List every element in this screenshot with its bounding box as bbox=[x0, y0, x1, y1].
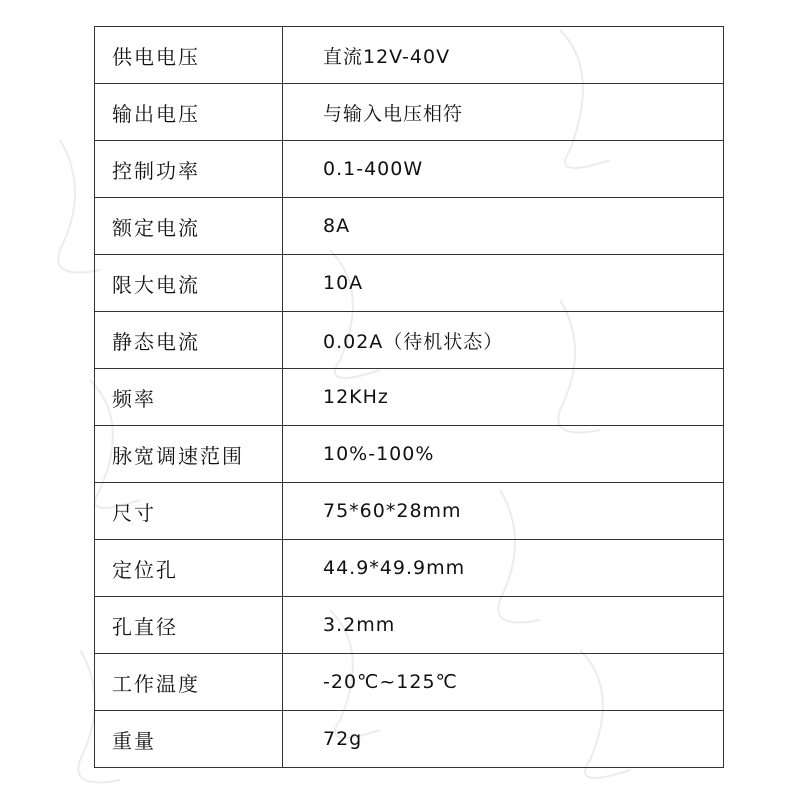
spec-label: 定位孔 bbox=[95, 540, 283, 597]
table-row bbox=[95, 654, 724, 711]
spec-label: 静态电流 bbox=[95, 312, 283, 369]
spec-value: 与输入电压相符 bbox=[283, 84, 724, 141]
spec-value: 44.9*49.9mm bbox=[283, 540, 724, 597]
spec-label: 供电电压 bbox=[95, 27, 283, 84]
table-row bbox=[95, 198, 724, 255]
spec-label: 工作温度 bbox=[95, 654, 283, 711]
spec-label: 重量 bbox=[95, 711, 283, 768]
spec-label: 频率 bbox=[95, 369, 283, 426]
spec-value: 3.2mm bbox=[283, 597, 724, 654]
table-row bbox=[95, 711, 724, 768]
table-row bbox=[95, 369, 724, 426]
spec-value: 12KHz bbox=[283, 369, 724, 426]
spec-value: 10%-100% bbox=[283, 426, 724, 483]
spec-label: 控制功率 bbox=[95, 141, 283, 198]
spec-value: -20℃~125℃ bbox=[283, 654, 724, 711]
table-row bbox=[95, 426, 724, 483]
spec-value: 直流12V-40V bbox=[283, 27, 724, 84]
spec-label: 输出电压 bbox=[95, 84, 283, 141]
spec-label: 限大电流 bbox=[95, 255, 283, 312]
spec-label: 脉宽调速范围 bbox=[95, 426, 283, 483]
spec-label: 孔直径 bbox=[95, 597, 283, 654]
table-row bbox=[95, 255, 724, 312]
spec-label: 额定电流 bbox=[95, 198, 283, 255]
table-row bbox=[95, 597, 724, 654]
table-row bbox=[95, 141, 724, 198]
table-row bbox=[95, 84, 724, 141]
spec-value: 0.02A（待机状态） bbox=[283, 312, 724, 369]
table-row bbox=[95, 483, 724, 540]
table-row bbox=[95, 27, 724, 84]
spec-value: 8A bbox=[283, 198, 724, 255]
spec-value: 72g bbox=[283, 711, 724, 768]
spec-value: 75*60*28mm bbox=[283, 483, 724, 540]
spec-table bbox=[94, 26, 724, 768]
table-row bbox=[95, 312, 724, 369]
table-row bbox=[95, 540, 724, 597]
spec-value: 0.1-400W bbox=[283, 141, 724, 198]
spec-value: 10A bbox=[283, 255, 724, 312]
spec-label: 尺寸 bbox=[95, 483, 283, 540]
